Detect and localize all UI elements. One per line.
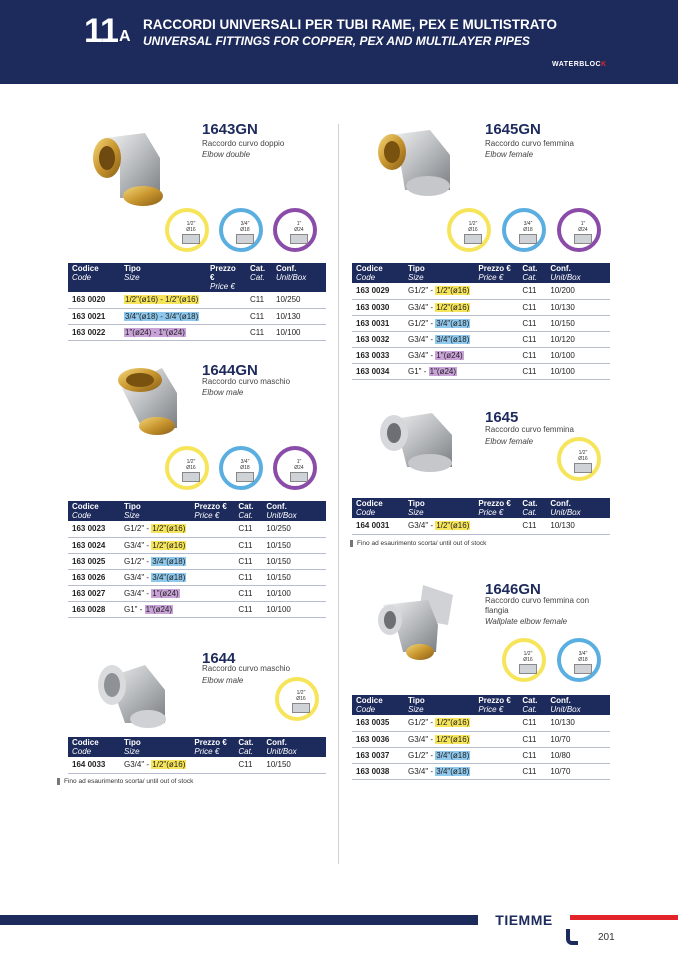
page-number: 201 — [598, 932, 615, 943]
table-row: 163 0036 G3/4" - 1/2"(ø16) C11 10/70 — [352, 731, 610, 747]
product-desc-it: Raccordo curvo maschio — [202, 377, 291, 386]
product-name: 1645 — [485, 409, 519, 426]
size-badge-16: 1/2" Ø16 — [502, 638, 546, 682]
product-name: 1646GN — [485, 581, 541, 598]
product-desc-en: Wallplate elbow female — [485, 617, 568, 626]
product-desc-en: Elbow male — [202, 388, 244, 397]
size-badge-16: 1/2" Ø16 — [557, 437, 601, 481]
size-badge-16: 1/2" Ø16 — [165, 208, 209, 252]
elbow-female-photo — [370, 120, 470, 200]
table-row: 163 0025 G1/2" - 3/4"(ø18) C11 10/150 — [68, 553, 326, 569]
elbow-double-photo — [85, 118, 185, 208]
product-table-1643gn: Codice Code Tipo Size Prezzo € Price € Cat. Cat. Conf. Unit/Box 163 0020 1/2"(ø16) - 1/2"(ø16) C11 10/250 163 0021 3/4"(ø18) - 3/4"(ø18) C11 10/130 163 0022 1"(ø24) - 1"(ø24) C11 10/100 — [68, 263, 326, 341]
table-row: 163 0035 G1/2" - 1/2"(ø16) C11 10/130 — [352, 715, 610, 731]
wallplate-elbow-photo — [368, 580, 468, 665]
size-badge-18: 3/4" Ø18 — [557, 638, 601, 682]
size-badge-16: 1/2" Ø16 — [165, 446, 209, 490]
size-badge-18: 3/4" Ø18 — [219, 446, 263, 490]
table-row: 163 0020 1/2"(ø16) - 1/2"(ø16) C11 10/250 — [68, 292, 326, 308]
product-table-1644: Codice Code Tipo Size Prezzo € Price € Cat. Cat. Conf. Unit/Box 164 0033 G3/4" - 1/2"(ø16) C11 10/150 — [68, 737, 326, 774]
product-desc-it: Raccordo curvo femmina con flangia — [485, 596, 590, 615]
elbow-female-nickel-photo — [372, 405, 467, 475]
size-badge-24: 1" Ø24 — [273, 446, 317, 490]
product-desc-en: Elbow male — [202, 676, 244, 685]
table-row: 163 0038 G3/4" - 3/4"(ø18) C11 10/70 — [352, 763, 610, 779]
product-name: 1644GN — [202, 362, 258, 379]
product-desc-it: Raccordo curvo femmina — [485, 425, 574, 434]
table-row: 163 0026 G3/4" - 3/4"(ø18) C11 10/150 — [68, 569, 326, 585]
size-badge-16: 1/2" Ø16 — [275, 677, 319, 721]
tiemme-logo: TIEMME — [478, 911, 570, 929]
footer-accent — [570, 915, 678, 920]
elbow-male-photo — [112, 358, 192, 438]
table-row: 163 0022 1"(ø24) - 1"(ø24) C11 10/100 — [68, 324, 326, 340]
product-desc-it: Raccordo curvo doppio — [202, 139, 285, 148]
table-row: 163 0027 G3/4" - 1"(ø24) C11 10/100 — [68, 585, 326, 601]
size-badge-18: 3/4" Ø18 — [219, 208, 263, 252]
stock-note: Fino ad esaurimento scorta/ until out of stock — [57, 778, 193, 785]
product-table-1645gn: Codice Code Tipo Size Prezzo € Price € Cat. Cat. Conf. Unit/Box 163 0029 G1/2" - 1/2"(ø16) C11 10/200 163 0030 G3/4" - 1/2"(ø16) C11 10/130 163 0031 G1/2" - 3/4"(ø18) C11 10/150 163 0032 G3/4" - 3/4"(ø18) C11 10/120 163 0033 G3/4" - 1"(ø24) C11 10/100 163 0034 G1" - 1"(ø24) C11 10/100 — [352, 263, 610, 380]
table-row: 163 0029 G1/2" - 1/2"(ø16) C11 10/200 — [352, 283, 610, 299]
product-desc-en: Elbow female — [485, 437, 534, 446]
product-desc-en: Elbow female — [485, 150, 534, 159]
size-badge-16: 1/2" Ø16 — [447, 208, 491, 252]
table-row: 164 0031 G3/4" - 1/2"(ø16) C11 10/130 — [352, 518, 610, 534]
product-desc-it: Raccordo curvo femmina — [485, 139, 574, 148]
product-desc-it: Raccordo curvo maschio — [202, 664, 291, 673]
table-row: 163 0034 G1" - 1"(ø24) C11 10/100 — [352, 363, 610, 379]
table-row: 163 0031 G1/2" - 3/4"(ø18) C11 10/150 — [352, 315, 610, 331]
stock-note: Fino ad esaurimento scorta/ until out of stock — [350, 540, 486, 547]
page-header — [0, 0, 678, 84]
table-row: 164 0033 G3/4" - 1/2"(ø16) C11 10/150 — [68, 757, 326, 773]
table-row: 163 0028 G1" - 1"(ø24) C11 10/100 — [68, 601, 326, 617]
chapter-number: 11 — [84, 12, 118, 50]
product-desc-en: Elbow double — [202, 150, 251, 159]
size-badge-24: 1" Ø24 — [557, 208, 601, 252]
elbow-male-nickel-photo — [90, 655, 180, 730]
product-table-1644gn: Codice Code Tipo Size Prezzo € Price € Cat. Cat. Conf. Unit/Box 163 0023 G1/2" - 1/2"(ø16) C11 10/250 163 0024 G3/4" - 1/2"(ø16) C11 10/150 163 0025 G1/2" - 3/4"(ø18) C11 10/150 163 0026 G3/4" - 3/4"(ø18) C11 10/150 163 0027 G3/4" - 1"(ø24) C11 10/100 163 0028 G1" - 1"(ø24) C11 10/100 — [68, 501, 326, 618]
table-row: 163 0024 G3/4" - 1/2"(ø16) C11 10/150 — [68, 537, 326, 553]
product-table-1645: Codice Code Tipo Size Prezzo € Price € Cat. Cat. Conf. Unit/Box 164 0031 G3/4" - 1/2"(ø16) C11 10/130 — [352, 498, 610, 535]
table-row: 163 0033 G3/4" - 1"(ø24) C11 10/100 — [352, 347, 610, 363]
column-divider — [338, 124, 339, 864]
size-badge-24: 1" Ø24 — [273, 208, 317, 252]
page-title-it: RACCORDI UNIVERSALI PER TUBI RAME, PEX E MULTISTRATO — [143, 17, 558, 32]
product-name: 1643GN — [202, 121, 258, 138]
page-title-en: UNIVERSAL FITTINGS FOR COPPER, PEX AND MULTILAYER PIPES — [143, 34, 530, 48]
table-row: 163 0032 G3/4" - 3/4"(ø18) C11 10/120 — [352, 331, 610, 347]
table-row: 163 0023 G1/2" - 1/2"(ø16) C11 10/250 — [68, 521, 326, 537]
table-row: 163 0037 G1/2" - 3/4"(ø18) C11 10/80 — [352, 747, 610, 763]
table-row: 163 0021 3/4"(ø18) - 3/4"(ø18) C11 10/130 — [68, 308, 326, 324]
chapter-letter: A — [119, 28, 131, 45]
product-name: 1645GN — [485, 121, 541, 138]
product-name: 1644 — [202, 650, 236, 667]
size-badge-18: 3/4" Ø18 — [502, 208, 546, 252]
product-table-1646gn: Codice Code Tipo Size Prezzo € Price € Cat. Cat. Conf. Unit/Box 163 0035 G1/2" - 1/2"(ø16) C11 10/130 163 0036 G3/4" - 1/2"(ø16) C11 10/70 163 0037 G1/2" - 3/4"(ø18) C11 10/80 163 0038 G3/4" - 3/4"(ø18) C11 10/70 — [352, 695, 610, 780]
waterblock-logo: WATERBLOCK — [552, 61, 607, 68]
table-row: 163 0030 G3/4" - 1/2"(ø16) C11 10/130 — [352, 299, 610, 315]
